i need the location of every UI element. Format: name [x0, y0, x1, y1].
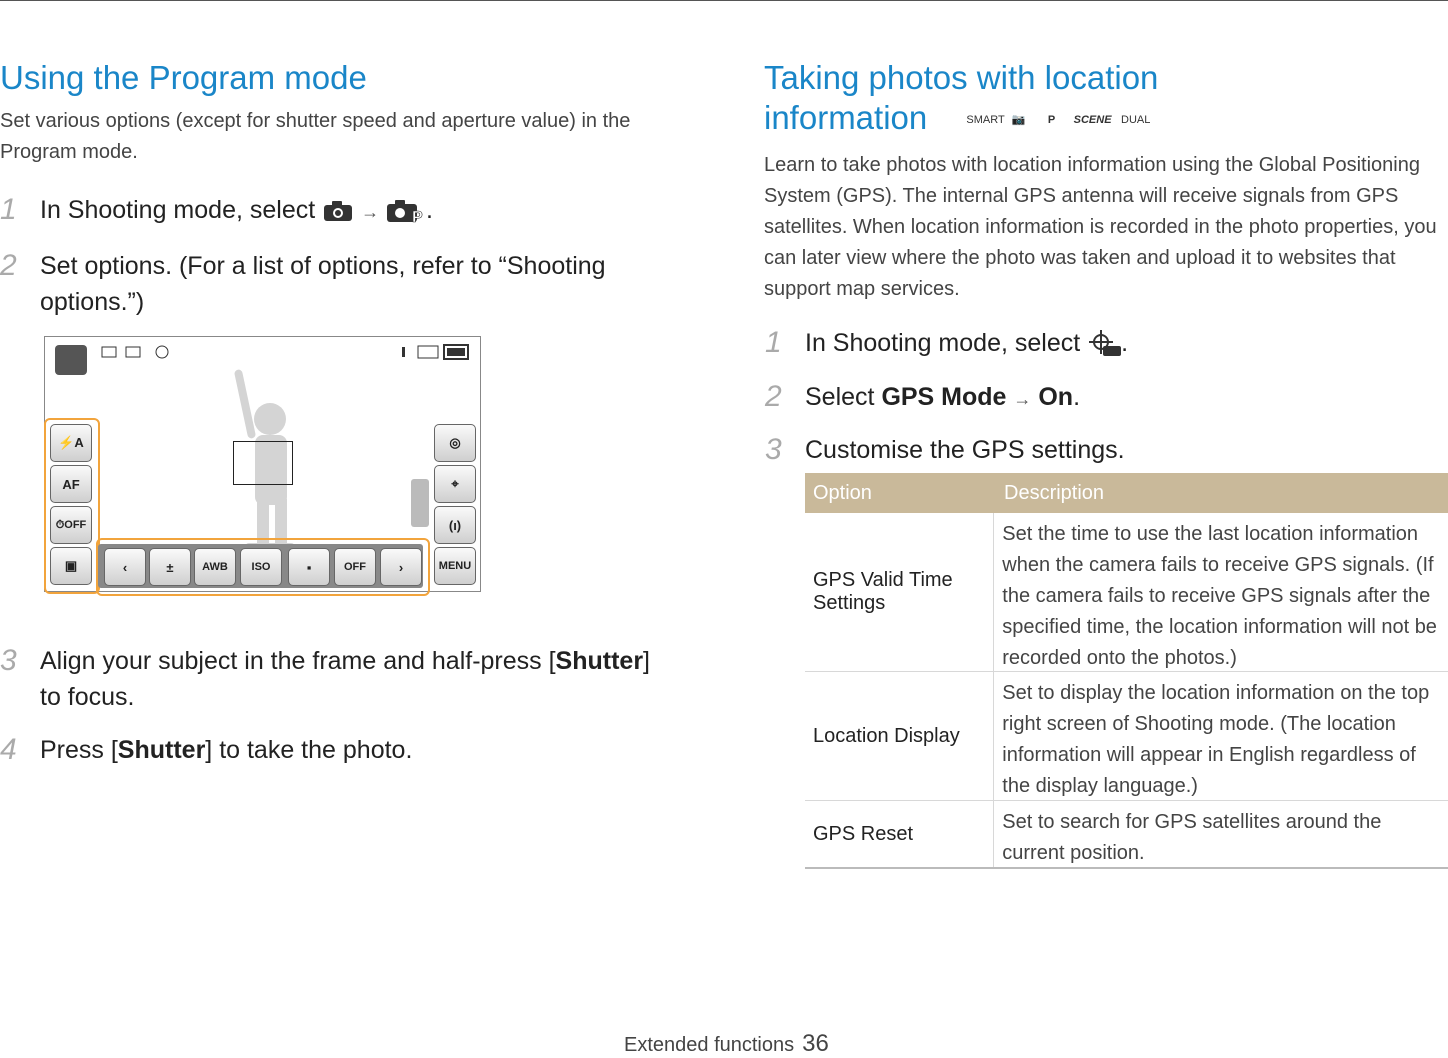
on-label: On: [1038, 383, 1074, 411]
step-text: ] to focus.: [40, 647, 650, 711]
column-header-description: Description: [1004, 482, 1105, 504]
top-rule: [0, 0, 1448, 1]
option-cell: Location Display: [805, 672, 994, 800]
program-step-1: [0, 192, 433, 230]
gps-step-1: [765, 325, 1129, 361]
step-number: 1: [765, 326, 782, 359]
description-cell: Set the time to use the last location information when the camera fails to receive GPS signals. (If the camera fails to receive GPS signals after the specified time, the location information will not be recorded onto the photos.): [1002, 523, 1437, 669]
focus-frame: [233, 441, 293, 485]
gps-off-icon: [1087, 330, 1121, 358]
table-row: [805, 513, 1448, 672]
step-number: 3: [0, 644, 17, 677]
bar-right-arrow-button[interactable]: ›: [380, 548, 422, 586]
step-text: Customise the GPS settings.: [805, 436, 1125, 464]
shutter-key: Shutter: [117, 736, 206, 764]
table-row: [805, 801, 1448, 869]
title-line-1: Taking photos with location: [764, 59, 1159, 96]
step-text: Press [: [40, 736, 118, 764]
bar-left-arrow-button[interactable]: ‹: [104, 548, 146, 586]
gps-step-3: [765, 432, 1125, 468]
table-row: [805, 672, 1448, 801]
step-end: .: [1121, 329, 1129, 357]
dual-is-mode-icon: DUAL: [1121, 114, 1151, 127]
section-title-program: Using the Program mode: [0, 59, 367, 96]
status-icons: [100, 343, 180, 361]
step-number: 2: [0, 249, 17, 282]
scene-mode-icon: SCENE: [1073, 114, 1112, 127]
program-step-2: [0, 248, 660, 320]
gps-mode-label: GPS Mode: [881, 383, 1007, 411]
program-step-3: [0, 643, 670, 715]
page-footer: [624, 1030, 829, 1058]
focus-button[interactable]: AF: [50, 465, 92, 503]
gps-off-button[interactable]: ⌖: [434, 465, 476, 503]
description-cell: Set to display the location information on the top right screen of Shooting mode. (The location information will appear in English regardless of the display language.): [1002, 682, 1430, 797]
shutter-key: Shutter: [555, 647, 644, 675]
page-number: 36: [802, 1030, 829, 1057]
program-mode-icon: [386, 198, 426, 224]
arrow-glyph: →: [361, 202, 380, 222]
battery-icon: [402, 343, 472, 361]
step-text: ] to take the photo.: [205, 736, 413, 764]
option-cell: GPS Reset: [805, 801, 994, 867]
option-cell: GPS Valid Time Settings: [805, 513, 994, 671]
step-number: 1: [0, 193, 17, 226]
auto-mode-icon: 📷: [1011, 114, 1026, 127]
exposure-button[interactable]: ±: [149, 548, 191, 586]
gps-step-2: [765, 379, 1081, 417]
description-cell: Set to search for GPS satellites around the current position.: [1002, 811, 1382, 864]
metering-button[interactable]: ▪: [288, 548, 330, 586]
step-text: In Shooting mode, select: [805, 329, 1081, 357]
svg-text:P: P: [412, 209, 423, 225]
step-text: Set options. (For a list of options, refer to “Shooting options.”): [40, 252, 606, 316]
timer-button[interactable]: ⏱OFF: [50, 506, 92, 544]
face-off-button[interactable]: OFF: [334, 548, 376, 586]
stabilizer-button[interactable]: ▣: [50, 547, 92, 585]
column-header-option: Option: [813, 482, 872, 504]
wireless-button[interactable]: (ı): [434, 506, 476, 544]
section-title-location: [764, 58, 1448, 140]
smart-mode-icon: SMART: [966, 114, 1005, 127]
table-header: [805, 473, 1448, 513]
expand-tab[interactable]: [411, 479, 429, 527]
camera-icon: [322, 200, 354, 222]
program-mode-icon: P: [1047, 114, 1056, 127]
step-end: .: [426, 196, 433, 224]
right-column: [764, 58, 1448, 305]
arrow-glyph: →: [1013, 389, 1032, 409]
left-column: [0, 58, 700, 168]
program-mode-indicator-icon: [55, 345, 87, 375]
mode-icons: [966, 100, 1152, 140]
step-number: 3: [765, 433, 782, 466]
step-number: 2: [765, 380, 782, 413]
white-balance-button[interactable]: AWB: [194, 548, 236, 586]
title-line-2: information: [764, 99, 928, 136]
step-text: Align your subject in the frame and half-press [: [40, 647, 556, 675]
gps-settings-table: [805, 473, 1448, 869]
location-intro: Learn to take photos with location information using the Global Positioning System (GPS). The internal GPS antenna will receive signals from GPS satellites. When location information is recorded in the photo properties, you can later view where the photo was taken and upload it to websites that support map services.: [764, 154, 1437, 301]
program-step-4: [0, 732, 413, 768]
program-intro: Set various options (except for shutter speed and aperture value) in the Program mode.: [0, 110, 631, 163]
iso-button[interactable]: ISO: [240, 548, 282, 586]
flash-button[interactable]: ⚡A: [50, 424, 92, 462]
step-text: In Shooting mode, select: [40, 196, 316, 224]
step-number: 4: [0, 733, 17, 766]
step-text: Select: [805, 383, 875, 411]
face-detect-button[interactable]: ◎: [434, 424, 476, 462]
step-end: .: [1073, 383, 1081, 411]
footer-section: Extended functions: [624, 1034, 795, 1056]
menu-button[interactable]: MENU: [434, 547, 476, 585]
